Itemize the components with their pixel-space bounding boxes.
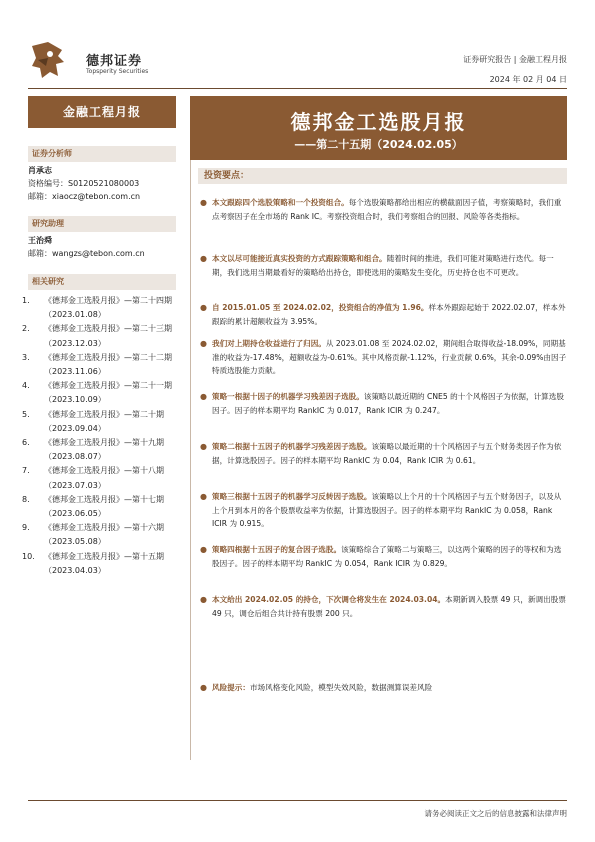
list-item-title: 《德邦金工选股月报》—第十五期（2023.04.03） xyxy=(44,551,164,575)
bullet-highlight: 自 2015.01.05 至 2024.02.02，投资组合的净值为 1.96。 xyxy=(212,303,429,312)
report-category-banner: 金融工程月报 xyxy=(28,96,176,128)
list-item-number: 5. xyxy=(22,409,30,419)
list-item[interactable] xyxy=(22,550,180,578)
bullet-icon: ● xyxy=(200,492,207,501)
list-item-title: 《德邦金工选股月报》—第十八期（2023.07.03） xyxy=(44,466,164,490)
list-item[interactable] xyxy=(22,322,180,350)
report-date: 2024 年 02 月 04 日 xyxy=(489,75,567,84)
list-item[interactable] xyxy=(22,493,180,521)
bullet-text: 每个选股策略都给出相应的横截面因子值，考察策略时，我们重点考察因子在全市场的 Rank IC。考察投资组合时，我们考察组合的回报、风险等各类指标。 xyxy=(212,198,562,221)
bullet-highlight: 本文跟踪四个选股策略和一个投资组合。 xyxy=(212,198,349,207)
list-item-number: 4. xyxy=(22,381,30,391)
bullet-point xyxy=(200,490,567,531)
bullet-point xyxy=(200,301,567,328)
brand-name: 德邦证券 xyxy=(86,54,143,69)
brand-name-en: Topsperity Securities xyxy=(86,68,149,75)
bullet-text: 随着时间的推进，我们可能对策略进行迭代。每一期，我们选用当期最看好的策略给出持仓，即使选用的策略发生变化，历史持仓也不可更改。 xyxy=(212,254,554,277)
list-item-title: 《德邦金工选股月报》—第二十期（2023.09.04） xyxy=(44,409,164,433)
list-item-number: 9. xyxy=(22,523,30,533)
bullet-highlight: 我们对上期持仓收益进行了归因。 xyxy=(212,339,326,348)
bullet-text: 该策略以最近期的 CNE5 的十个风格因子为依据，计算选股因子。因子的样本期平均 RankIC 为 0.017，Rank ICIR 为 0.247。 xyxy=(212,392,564,415)
list-item-number: 3. xyxy=(22,352,30,362)
title-banner xyxy=(190,96,567,160)
risk-label: 风险提示： xyxy=(212,683,250,692)
list-item-title: 《德邦金工选股月报》—第二十四期（2023.01.08） xyxy=(44,296,172,320)
bullet-icon: ● xyxy=(200,339,207,348)
list-item-title: 《德邦金工选股月报》—第十六期（2023.05.08） xyxy=(44,523,164,547)
bullet-text: 该策略以最近期的十个风格因子与五个财务类因子作为依据，计算选股因子。因子的样本期平均 RankIC 为 0.04，Rank ICIR 为 0.61。 xyxy=(212,442,562,465)
bullet-icon: ● xyxy=(200,303,207,312)
page-title: 德邦金工选股月报 xyxy=(290,110,467,134)
bullet-text: 本期新调入股票 49 只，新调出股票 49 只，调仓后组合共计持有股票 200 只。 xyxy=(212,595,566,618)
bullet-highlight: 策略一根据十因子的机器学习残差因子选股。 xyxy=(212,392,364,401)
list-item-number: 7. xyxy=(22,466,30,476)
bullet-point xyxy=(200,440,567,467)
investment-points-header: 投资要点： xyxy=(198,168,567,184)
list-item-title: 《德邦金工选股月报》—第十七期（2023.06.05） xyxy=(44,494,164,519)
bullet-icon: ● xyxy=(200,254,207,263)
analyst-section-header: 证券分析师 xyxy=(28,146,176,162)
bullet-icon: ● xyxy=(200,392,207,401)
assistant-email[interactable]: 邮箱：wangzs@tebon.com.cn xyxy=(28,249,145,258)
analyst-email[interactable]: 邮箱：xiaocz@tebon.com.cn xyxy=(28,192,141,201)
bullet-icon: ● xyxy=(200,683,207,692)
assistant-name: 王治舜 xyxy=(28,236,52,245)
bullet-highlight: 策略四根据十五因子的复合因子选股。 xyxy=(212,545,342,554)
bullet-text: 从 2023.01.08 至 2024.02.02，期间组合取得收益-18.09%，同期基准的收益为-17.48%，超额收益为-0.61%。其中风格贡献-1.12%，行业贡献 0.6%，其余-0.09%由因子特质选股能力贡献。 xyxy=(212,339,567,376)
bullet-icon: ● xyxy=(200,595,207,604)
brand-logo-icon xyxy=(28,40,66,80)
list-item-number: 6. xyxy=(22,438,30,448)
bullet-icon: ● xyxy=(200,198,207,207)
bullet-highlight: 本文给出 2024.02.05 的持仓，下次调仓将发生在 2024.03.04。 xyxy=(212,595,446,604)
footer-divider xyxy=(28,800,567,801)
risk-warning xyxy=(200,681,567,695)
bullet-text: 样本外跟踪起始于 2022.02.07，样本外跟踪的累计超额收益为 3.95%。 xyxy=(212,303,566,326)
list-item-title: 《德邦金工选股月报》—第二十一期（2023.10.09） xyxy=(44,381,172,405)
list-item[interactable] xyxy=(22,408,180,436)
bullet-icon: ● xyxy=(200,545,207,554)
analyst-name: 肖承志 xyxy=(28,166,52,175)
bullet-icon: ● xyxy=(200,442,207,451)
list-item[interactable] xyxy=(22,294,180,322)
bullet-highlight: 本文以尽可能接近真实投资的方式跟踪策略和组合。 xyxy=(212,254,387,263)
list-item-number: 10. xyxy=(22,551,35,561)
list-item-number: 1. xyxy=(22,296,30,305)
list-item-title: 《德邦金工选股月报》—第二十三期（2023.12.03） xyxy=(44,324,172,348)
column-divider xyxy=(190,160,191,760)
bullet-point xyxy=(200,593,567,620)
bullet-point xyxy=(200,390,567,417)
bullet-text: 该策略以上个月的十个风格因子与五个财务因子，以及从上个月到本月的各个股票收益率为依据，计算选股因子。因子的样本期平均 RankIC 为 0.058，Rank ICIR 为 0.915。 xyxy=(212,492,562,529)
assistant-section-header: 研究助理 xyxy=(28,216,176,232)
list-item[interactable] xyxy=(22,351,180,379)
bullet-point xyxy=(200,337,567,378)
footer-disclaimer: 请务必阅读正文之后的信息披露和法律声明 xyxy=(424,809,567,818)
header-divider xyxy=(28,88,567,89)
risk-text: 市场风格变化风险，模型失效风险，数据测算误差风险 xyxy=(249,683,433,692)
list-item-number: 8. xyxy=(22,494,30,504)
list-item[interactable] xyxy=(22,436,180,464)
list-item[interactable] xyxy=(22,464,180,492)
bullet-text: 该策略综合了策略二与策略三，以这两个策略的因子的等权和为选股因子。因子的样本期平均 RankIC 为 0.054，Rank ICIR 为 0.829。 xyxy=(212,545,562,568)
list-item-title: 《德邦金工选股月报》—第十九期（2023.08.07） xyxy=(44,438,164,462)
bullet-point xyxy=(200,196,567,223)
related-section-header: 相关研究 xyxy=(28,274,176,290)
bullet-point xyxy=(200,252,567,279)
report-type: 证券研究报告 | 金融工程月报 xyxy=(463,55,567,64)
list-item[interactable] xyxy=(22,521,180,549)
bullet-highlight: 策略二根据十五因子的机器学习残差因子选股。 xyxy=(212,442,372,451)
bullet-highlight: 策略三根据十五因子的机器学习反转因子选股。 xyxy=(212,492,372,501)
list-item[interactable] xyxy=(22,379,180,407)
page-subtitle: ——第二十五期（2024.02.05） xyxy=(294,138,463,151)
list-item-number: 2. xyxy=(22,324,30,334)
related-research-list xyxy=(22,294,180,578)
bullet-point xyxy=(200,543,567,570)
list-item-title: 《德邦金工选股月报》—第二十二期（2023.11.06） xyxy=(44,352,172,377)
analyst-cert: 资格编号：S0120521080003 xyxy=(28,179,140,188)
